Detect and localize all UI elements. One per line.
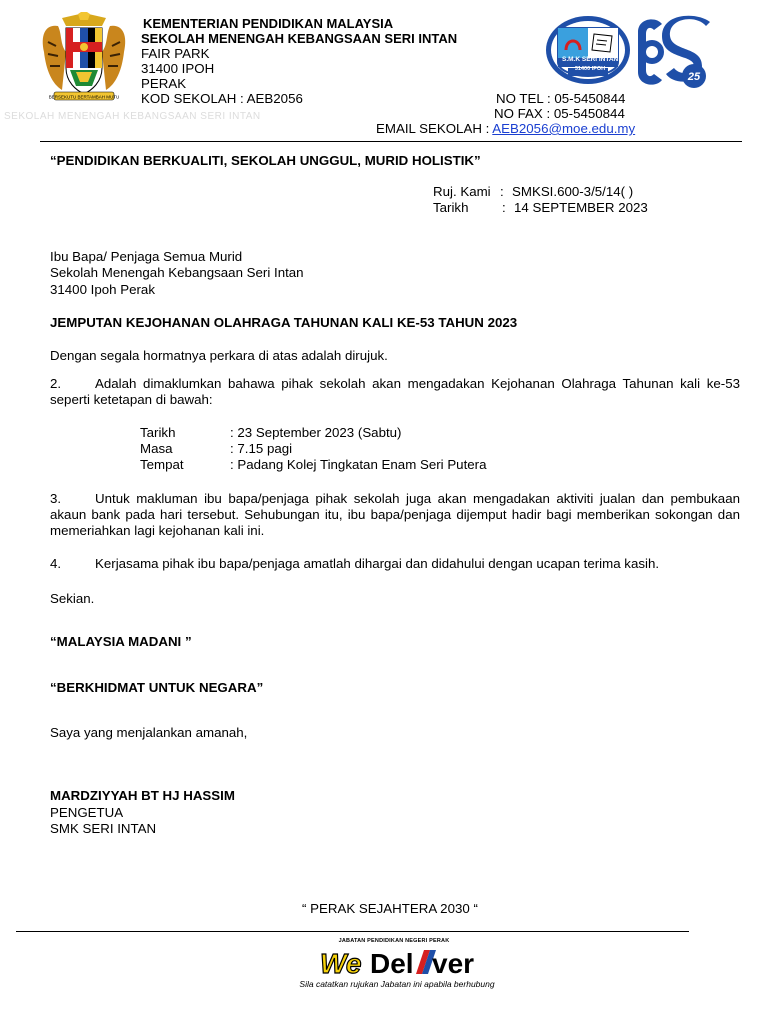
detail-value-venue: : Padang Kolej Tingkatan Enam Seri Putera	[230, 457, 487, 472]
school-crest-icon	[544, 14, 632, 86]
slogan-berkhidmat: “BERKHIDMAT UNTUK NEGARA”	[50, 680, 264, 695]
anniversary-number: 25	[687, 71, 701, 83]
email-label: EMAIL SEKOLAH :	[376, 121, 493, 136]
phone-number: NO TEL : 05-5450844	[496, 91, 626, 106]
header-divider	[40, 141, 742, 142]
signatory-title: PENGETUA	[50, 805, 124, 820]
date-label: Tarikh	[433, 200, 469, 215]
address-line-1: FAIR PARK	[141, 46, 210, 61]
paragraph-1: Dengan segala hormatnya perkara di atas adalah dirujuk.	[50, 348, 388, 363]
signatory-organization: SMK SERI INTAN	[50, 821, 157, 836]
fax-number: NO FAX : 05-5450844	[494, 106, 625, 121]
footer-caption: Sila catatkan rujukan Jabatan ini apabila berhubung	[299, 979, 495, 989]
paragraph-3: Untuk makluman ibu bapa/penjaga pihak sekolah juga akan mengadakan aktiviti jualan dan pembukaan akaun bank pada hari tersebut. Sehubungan itu, ibu bapa/penjaga dijemput hadir bagi memberikan sokongan dan memeriahkan lagi kejohanan kali ini.	[50, 491, 740, 538]
watermark-text: SEKOLAH MENENGAH KEBANGSAAN SERI INTAN	[4, 111, 261, 122]
paragraph-4: Kerjasama pihak ibu bapa/penjaga amatlah dihargai dan didahului dengan ucapan terima kasih.	[95, 556, 660, 571]
school-logo-city: 31400 IPOH	[574, 66, 606, 72]
signatory-name: MARDZIYYAH BT HJ HASSIM	[50, 788, 235, 803]
letter-date: 14 SEPTEMBER 2023	[514, 200, 648, 215]
school-code: KOD SEKOLAH : AEB2056	[141, 91, 303, 106]
footer-divider	[16, 931, 689, 932]
coat-of-arms-icon	[36, 12, 132, 106]
detail-label-venue: Tempat	[140, 457, 184, 472]
anniversary-25-logo-icon	[632, 12, 712, 92]
detail-value-date: : 23 September 2023 (Sabtu)	[230, 425, 402, 440]
recipient-line-3: 31400 Ipoh Perak	[50, 282, 155, 297]
reference-number: SMKSI.600-3/5/14( )	[512, 184, 634, 199]
school-email	[376, 121, 635, 137]
paragraph-2: Adalah dimaklumkan bahawa pihak sekolah akan mengadakan Kejohanan Olahraga Tahunan kali ke-53 seperti ketetapan di bawah:	[50, 376, 740, 407]
reference-label: Ruj. Kami	[433, 184, 491, 199]
detail-label-time: Masa	[140, 441, 173, 456]
date-sep: :	[502, 200, 506, 215]
recipient-line-2: Sekolah Menengah Kebangsaan Seri Intan	[50, 265, 304, 280]
detail-value-time: : 7.15 pagi	[230, 441, 293, 456]
ministry-name: KEMENTERIAN PENDIDIKAN MALAYSIA	[143, 16, 394, 31]
school-motto: “PENDIDIKAN BERKUALITI, SEKOLAH UNGGUL, MURID HOLISTIK”	[50, 153, 481, 168]
paragraph-3-number: 3.	[50, 491, 62, 506]
closing-text: Sekian.	[50, 591, 95, 606]
letter-subject: JEMPUTAN KEJOHANAN OLAHRAGA TAHUNAN KALI KE-53 TAHUN 2023	[50, 315, 518, 330]
recipient-line-1: Ibu Bapa/ Penjaga Semua Murid	[50, 249, 243, 264]
school-logo-name: S.M.K SERI INTAN	[562, 56, 619, 63]
email-link[interactable]: AEB2056@moe.edu.my	[492, 121, 636, 136]
school-name: SEKOLAH MENENGAH KEBANGSAAN SERI INTAN	[141, 31, 458, 46]
we-deliver-we: We	[320, 948, 362, 978]
we-deliver-logo	[318, 944, 474, 978]
svg-text:BERSEKUTU BERTAMBAH MUTU: BERSEKUTU BERTAMBAH MUTU	[48, 94, 120, 100]
address-line-3: PERAK	[141, 76, 187, 91]
reference-sep: :	[500, 184, 504, 199]
we-deliver-del: Del	[370, 948, 414, 978]
slogan-malaysia-madani: “MALAYSIA MADANI ”	[50, 634, 192, 649]
perak-sejahtera-slogan: “ PERAK SEJAHTERA 2030 “	[302, 901, 478, 916]
jpn-perak-label: JABATAN PENDIDIKAN NEGERI PERAK	[338, 938, 450, 944]
detail-label-date: Tarikh	[140, 425, 176, 440]
paragraph-2-number: 2.	[50, 376, 62, 391]
we-deliver-ver: ver	[432, 948, 474, 978]
signoff-line: Saya yang menjalankan amanah,	[50, 725, 248, 740]
paragraph-4-number: 4.	[50, 556, 62, 571]
address-line-2: 31400 IPOH	[141, 61, 215, 76]
